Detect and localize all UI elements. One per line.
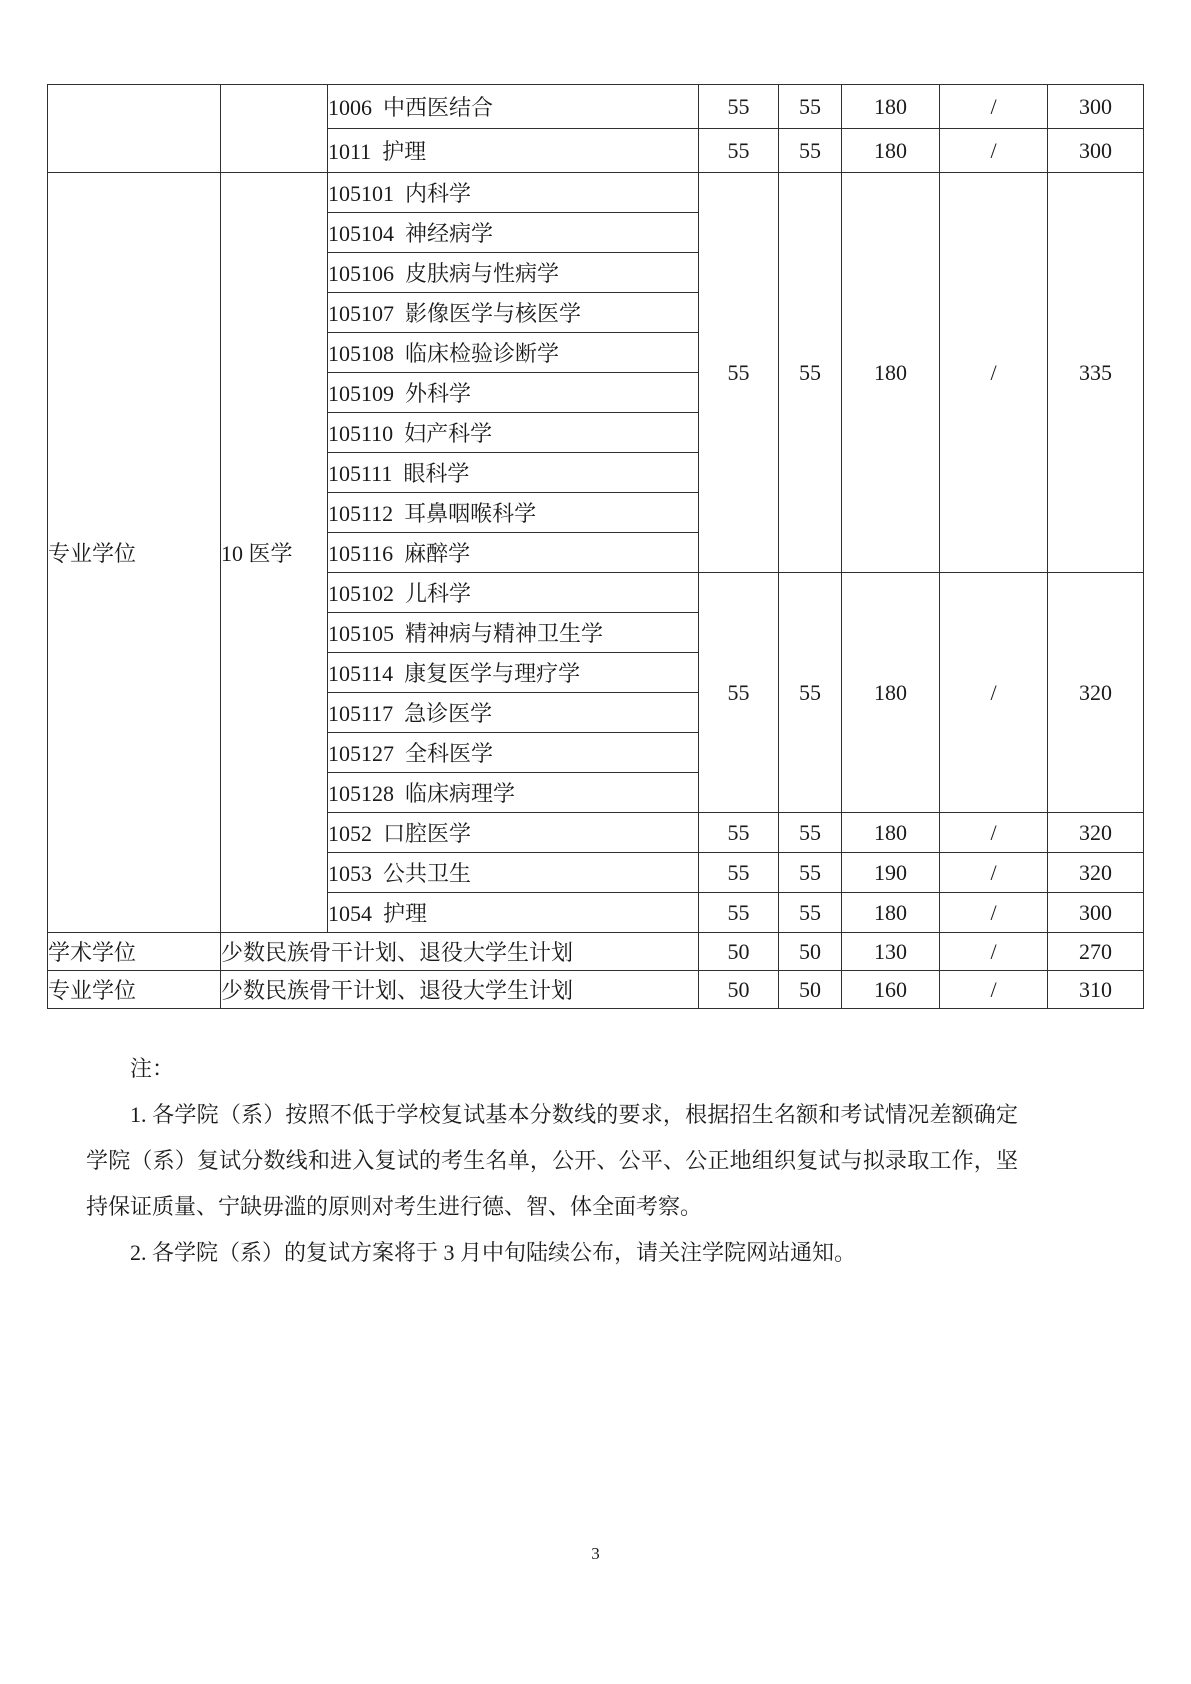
program-cell: 105104 神经病学 [328,213,699,253]
score-cell: / [940,893,1048,933]
notes-label: 注： [130,1056,175,1081]
program-cell: 105116 麻醉学 [328,533,699,573]
table-row [48,971,1144,1009]
score-cell: 55 [699,129,779,173]
score-cell: / [940,853,1048,893]
score-cell: 50 [779,971,842,1009]
score-cell: 55 [779,129,842,173]
program-cell: 1054 护理 [328,893,699,933]
program-cell: 105112 耳鼻咽喉科学 [328,493,699,533]
score-cell: / [940,129,1048,173]
table-row [48,933,1144,971]
program-cell: 105117 急诊医学 [328,693,699,733]
page-number: 3 [591,1544,600,1563]
score-cell: 180 [842,173,940,573]
score-cell: 270 [1048,933,1144,971]
score-cell: 180 [842,893,940,933]
score-cell: 55 [699,853,779,893]
score-cell: / [940,85,1048,129]
score-cell: 55 [699,813,779,853]
score-cell: 320 [1048,573,1144,813]
empty-category-cell [48,85,221,173]
program-cell: 1053 公共卫生 [328,853,699,893]
score-cell: 180 [842,573,940,813]
plan-cell: 少数民族骨干计划、退役大学生计划 [221,933,699,971]
category-cell: 专业学位 [48,173,221,933]
score-cell: 55 [779,853,842,893]
program-cell: 105107 影像医学与核医学 [328,293,699,333]
category-cell: 专业学位 [48,971,221,1009]
plan-cell: 少数民族骨干计划、退役大学生计划 [221,971,699,1009]
score-cell: 180 [842,813,940,853]
score-cell: / [940,573,1048,813]
score-cell: 335 [1048,173,1144,573]
score-cell: 180 [842,129,940,173]
score-cell: 320 [1048,813,1144,853]
score-cell: 55 [699,85,779,129]
program-cell: 105108 临床检验诊断学 [328,333,699,373]
note-item-2: 2. 各学院（系）的复试方案将于 3 月中旬陆续公布，请关注学院网站通知。 [130,1240,857,1265]
program-cell: 1011 护理 [328,129,699,173]
program-cell: 1052 口腔医学 [328,813,699,853]
score-cell: 50 [779,933,842,971]
program-cell: 105109 外科学 [328,373,699,413]
score-cell: 55 [779,893,842,933]
empty-discipline-cell [221,85,328,173]
score-cell: 320 [1048,853,1144,893]
score-cell: 300 [1048,893,1144,933]
score-cell: 55 [699,573,779,813]
category-cell: 学术学位 [48,933,221,971]
program-cell: 105127 全科医学 [328,733,699,773]
score-cell: 55 [699,173,779,573]
discipline-cell: 10 医学 [221,173,328,933]
score-cell: / [940,933,1048,971]
notes-section [86,1046,1018,1276]
table-row [48,173,1144,213]
score-cell: 55 [779,173,842,573]
score-cell: 190 [842,853,940,893]
score-cell: 50 [699,971,779,1009]
score-cell: 300 [1048,129,1144,173]
program-cell: 105111 眼科学 [328,453,699,493]
score-cell: / [940,971,1048,1009]
note-item-1: 1. 各学院（系）按照不低于学校复试基本分数线的要求，根据招生名额和考试情况差额确定学院（系）复试分数线和进入复试的考生名单，公开、公平、公正地组织复试与拟录取工作，坚持保证质量、宁缺毋滥的原则对考生进行德、智、体全面考察。 [86,1102,1018,1219]
score-cell: 55 [779,813,842,853]
score-cell: 180 [842,85,940,129]
score-cell: 50 [699,933,779,971]
program-cell: 105106 皮肤病与性病学 [328,253,699,293]
program-cell: 105110 妇产科学 [328,413,699,453]
program-cell: 105114 康复医学与理疗学 [328,653,699,693]
program-cell: 1006 中西医结合 [328,85,699,129]
program-cell: 105128 临床病理学 [328,773,699,813]
score-cell: 55 [779,573,842,813]
score-cell: 160 [842,971,940,1009]
table-row [48,85,1144,129]
score-cell: / [940,813,1048,853]
program-cell: 105105 精神病与精神卫生学 [328,613,699,653]
score-cell: 55 [779,85,842,129]
score-cell: 130 [842,933,940,971]
program-cell: 105101 内科学 [328,173,699,213]
score-cell: 55 [699,893,779,933]
score-cell: 300 [1048,85,1144,129]
score-cell: 310 [1048,971,1144,1009]
score-cell: / [940,173,1048,573]
program-cell: 105102 儿科学 [328,573,699,613]
score-table [47,84,1144,1009]
